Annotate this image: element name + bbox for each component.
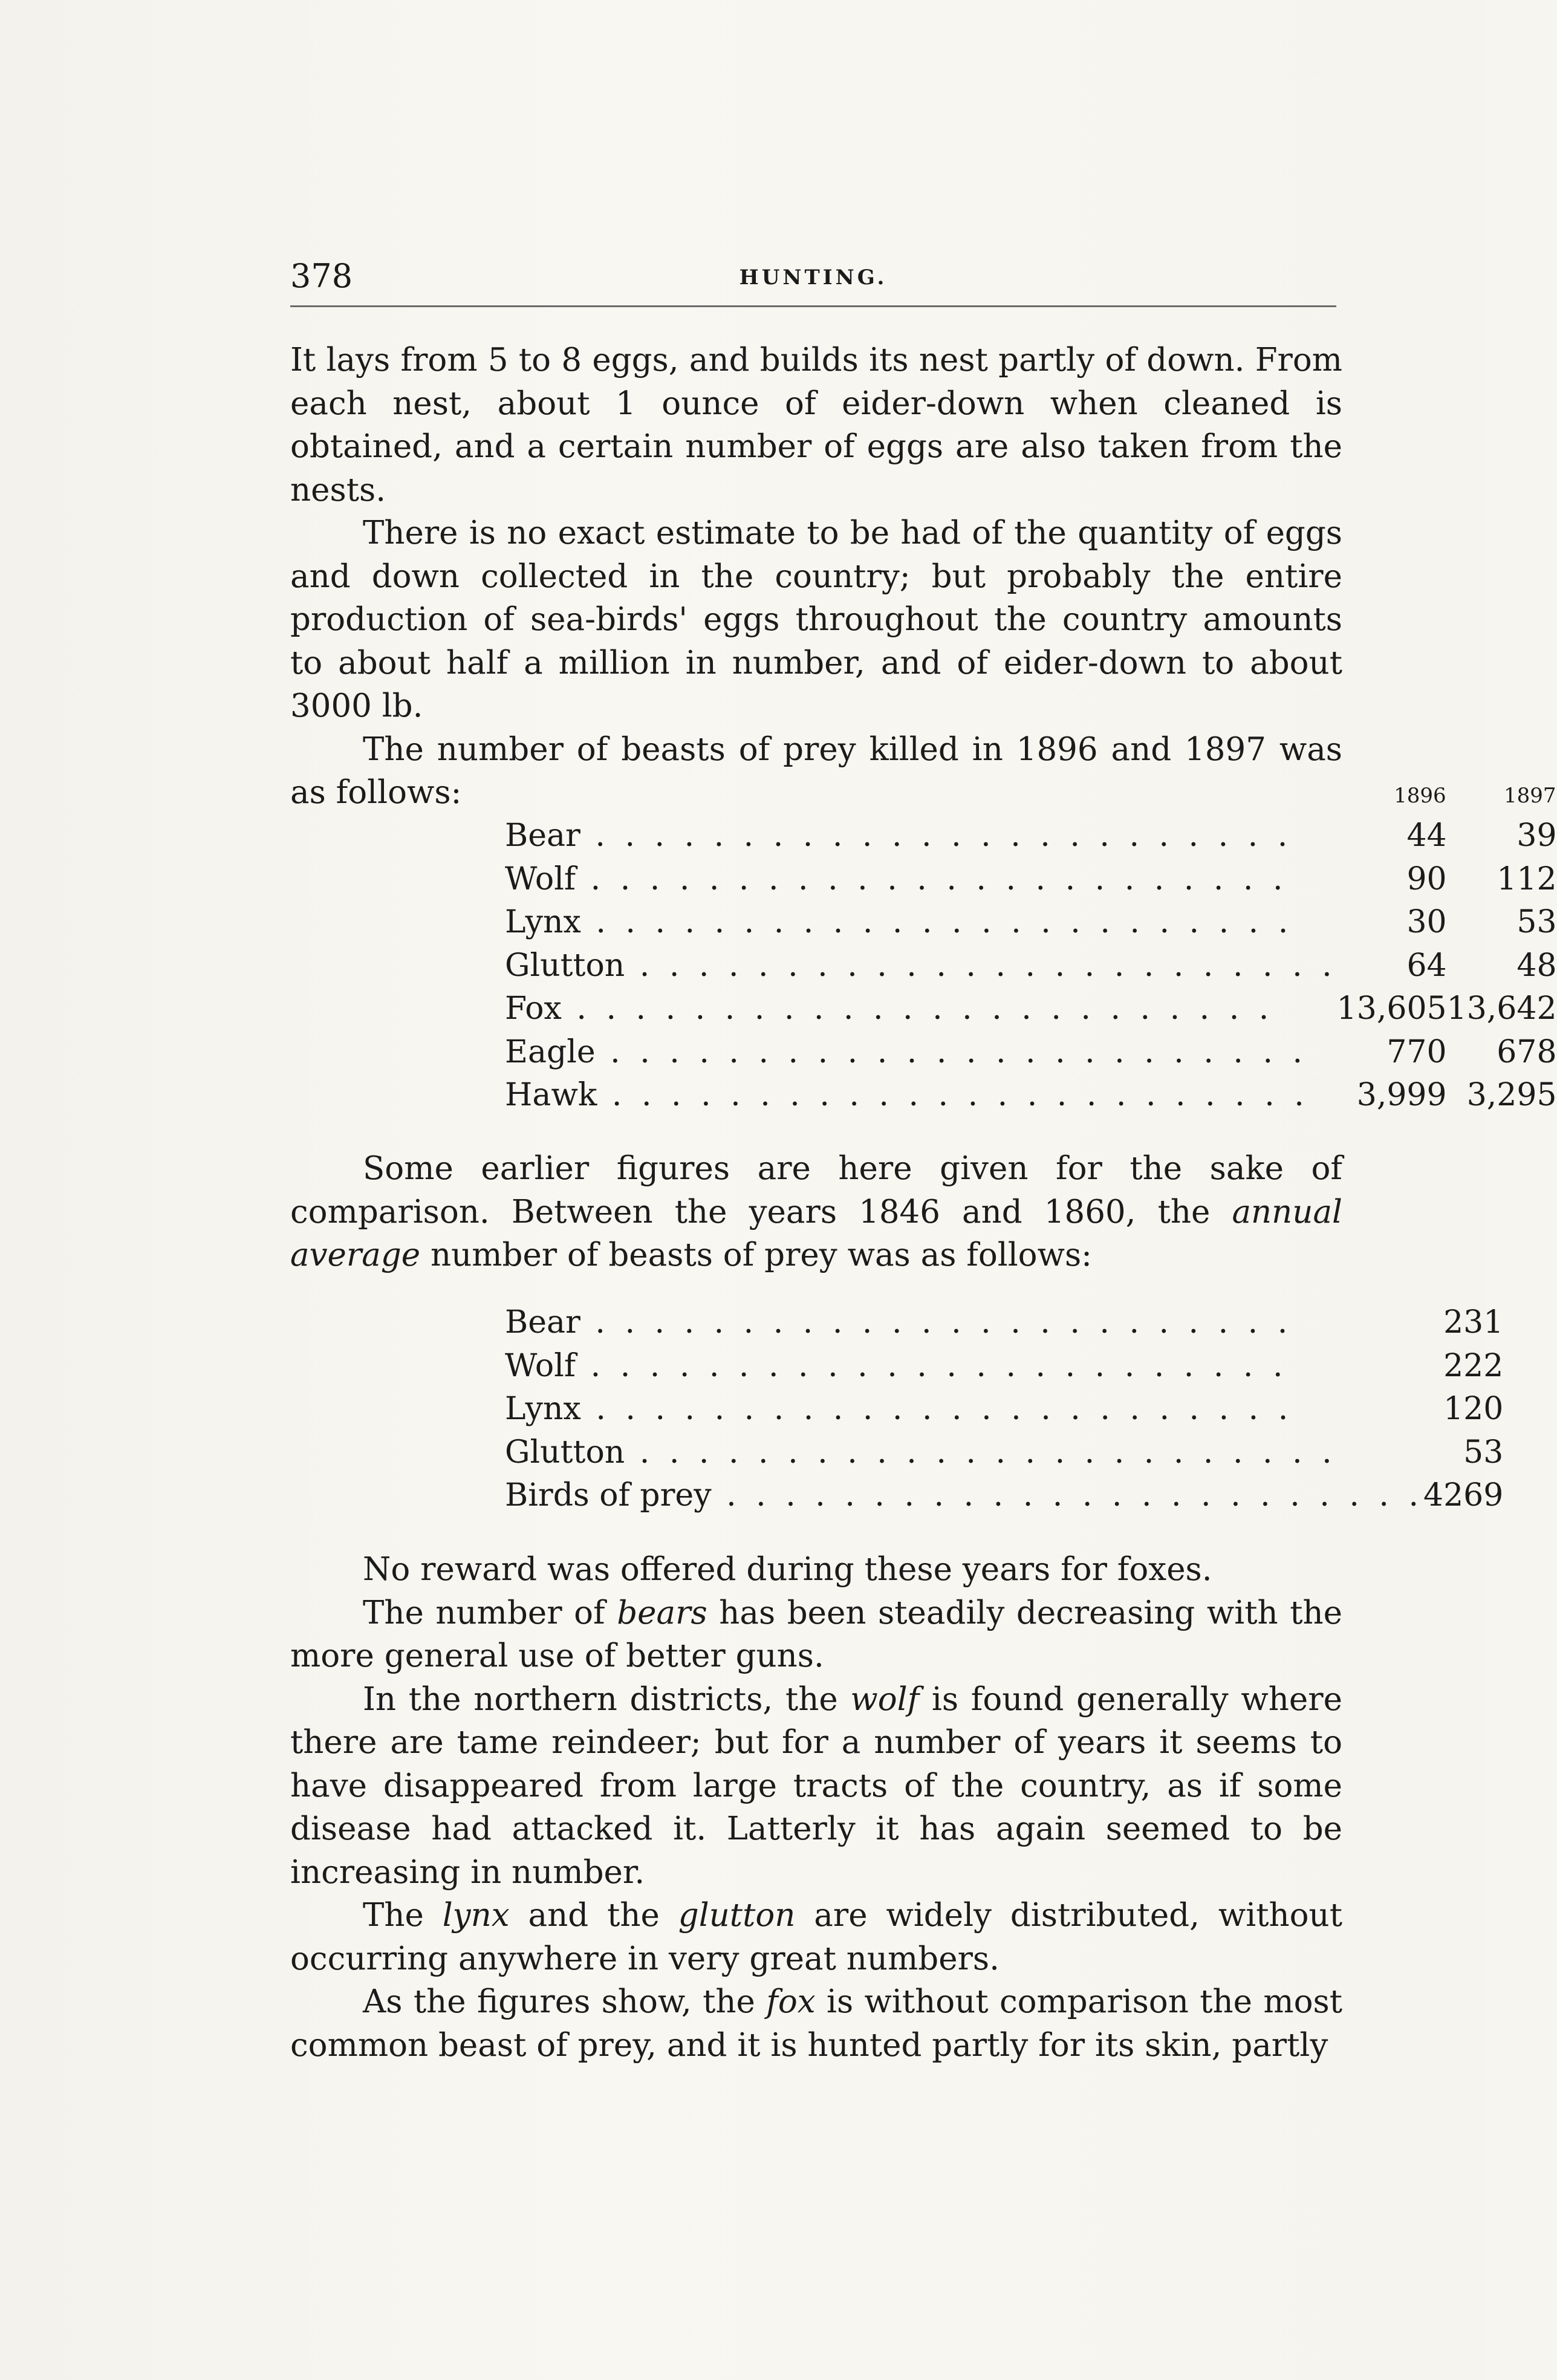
table-row — [505, 1345, 1503, 1388]
text-block-top — [290, 339, 1342, 814]
row-label: Hawk . . . — [505, 1074, 1337, 1117]
paragraph-fox: As the figures show, the fox is without comparison the most common beast of prey, and it is hunted partly for its skin, partly — [290, 1983, 1342, 2064]
beasts-1846-1860-table — [505, 1301, 1503, 1518]
row-label: Lynx . . . — [505, 901, 1337, 945]
table-row — [505, 1074, 1557, 1117]
value-1896: 30 — [1406, 904, 1447, 940]
emphasis-bears: bears — [617, 1594, 707, 1631]
value-1896: 64 — [1406, 947, 1447, 984]
paragraph-lynx-glutton: The lynx and the glutton are widely distributed, without occurring anywhere in very great numbers. — [290, 1897, 1342, 1977]
row-label: Birds of prey . . . — [505, 1474, 1423, 1518]
value-1896: 3,999 — [1356, 1077, 1447, 1113]
table-header-row — [505, 777, 1557, 814]
page-number: 378 — [290, 257, 353, 295]
table-row — [505, 814, 1557, 858]
table-row — [505, 1431, 1503, 1475]
text-block-bottom — [290, 1548, 1342, 2067]
paragraph-beasts-intro: The number of beasts of prey killed in 1896 and 1897 was as follows: — [290, 730, 1342, 811]
emphasis-annual-average: annual average — [290, 1193, 1342, 1273]
paragraph-wolf: In the northern districts, the wolf is found generally where there are tame reindeer; but for a number of years it seems to have disappeared from large tracts of the country, as if some disease had attacked it. Latterly it has again seemed to be increasing in number. — [290, 1680, 1342, 1891]
row-label: Bear . . . — [505, 1301, 1423, 1345]
table-row — [505, 858, 1557, 902]
emphasis-fox: fox — [766, 1983, 816, 2020]
value-1897: 13,642 — [1446, 990, 1557, 1027]
table-row — [505, 987, 1557, 1031]
row-label: Wolf . . . — [505, 1345, 1423, 1388]
value-1896: 770 — [1386, 1033, 1447, 1070]
row-label: Fox . . . — [505, 987, 1337, 1031]
table-row — [505, 1474, 1503, 1518]
value-1897: 48 — [1516, 947, 1557, 984]
row-label: Glutton . . . — [505, 1431, 1423, 1475]
value-1897: 39 — [1516, 818, 1557, 854]
value-1897: 3,295 — [1466, 1077, 1557, 1113]
value-1897: 678 — [1497, 1033, 1557, 1070]
value-1896: 44 — [1406, 818, 1447, 854]
paragraph-earlier-figures: Some earlier figures are here given for the sake of comparison. Between the years 1846 and 1860, the annual average number of beasts of prey was as follows: — [290, 1150, 1342, 1273]
beasts-1896-1897-table — [505, 777, 1557, 1117]
value-1897: 53 — [1516, 904, 1557, 940]
paragraph-estimate: There is no exact estimate to be had of the quantity of eggs and down collected in the country; but probably the entire production of sea-birds' eggs throughout the country amounts to about half a million in number, and of eider-down to about 3000 lb. — [290, 515, 1342, 724]
paragraph-eggs: It lays from 5 to 8 eggs, and builds its nest partly of down. From each nest, about 1 ounce of eider-down when cleaned is obtained, and a certain number of eggs are also taken from the nests. — [290, 342, 1342, 509]
row-value: 53 — [1463, 1434, 1504, 1471]
value-1896: 90 — [1406, 860, 1447, 897]
paragraph-no-reward: No reward was offered during these years for foxes. — [363, 1551, 1212, 1588]
chapter-title: HUNTING. — [739, 265, 888, 290]
row-label: Glutton . . . — [505, 945, 1337, 988]
row-value: 222 — [1443, 1347, 1504, 1384]
row-value: 4269 — [1423, 1477, 1504, 1514]
running-head — [290, 257, 1336, 307]
row-value: 120 — [1443, 1391, 1504, 1427]
row-label: Bear . . . — [505, 814, 1337, 858]
table-row — [505, 1031, 1557, 1075]
table-row — [505, 901, 1557, 945]
table-row — [505, 1301, 1503, 1345]
paragraph-bears: The number of bears has been steadily decreasing with the more general use of better guns. — [290, 1594, 1342, 1674]
table-row — [505, 1388, 1503, 1431]
emphasis-wolf: wolf — [850, 1680, 920, 1718]
column-header-1897: 1897 — [1504, 784, 1556, 808]
text-block-middle — [290, 1147, 1342, 1277]
row-label: Lynx . . . — [505, 1388, 1423, 1431]
row-label: Eagle . . . — [505, 1031, 1337, 1075]
row-value: 231 — [1443, 1304, 1504, 1341]
emphasis-glutton: glutton — [678, 1897, 796, 1934]
table-row — [505, 945, 1557, 988]
emphasis-lynx: lynx — [442, 1897, 510, 1934]
value-1897: 112 — [1497, 860, 1557, 897]
value-1896: 13,605 — [1336, 990, 1447, 1027]
column-header-1896: 1896 — [1394, 784, 1446, 808]
row-label: Wolf . . . — [505, 858, 1337, 902]
